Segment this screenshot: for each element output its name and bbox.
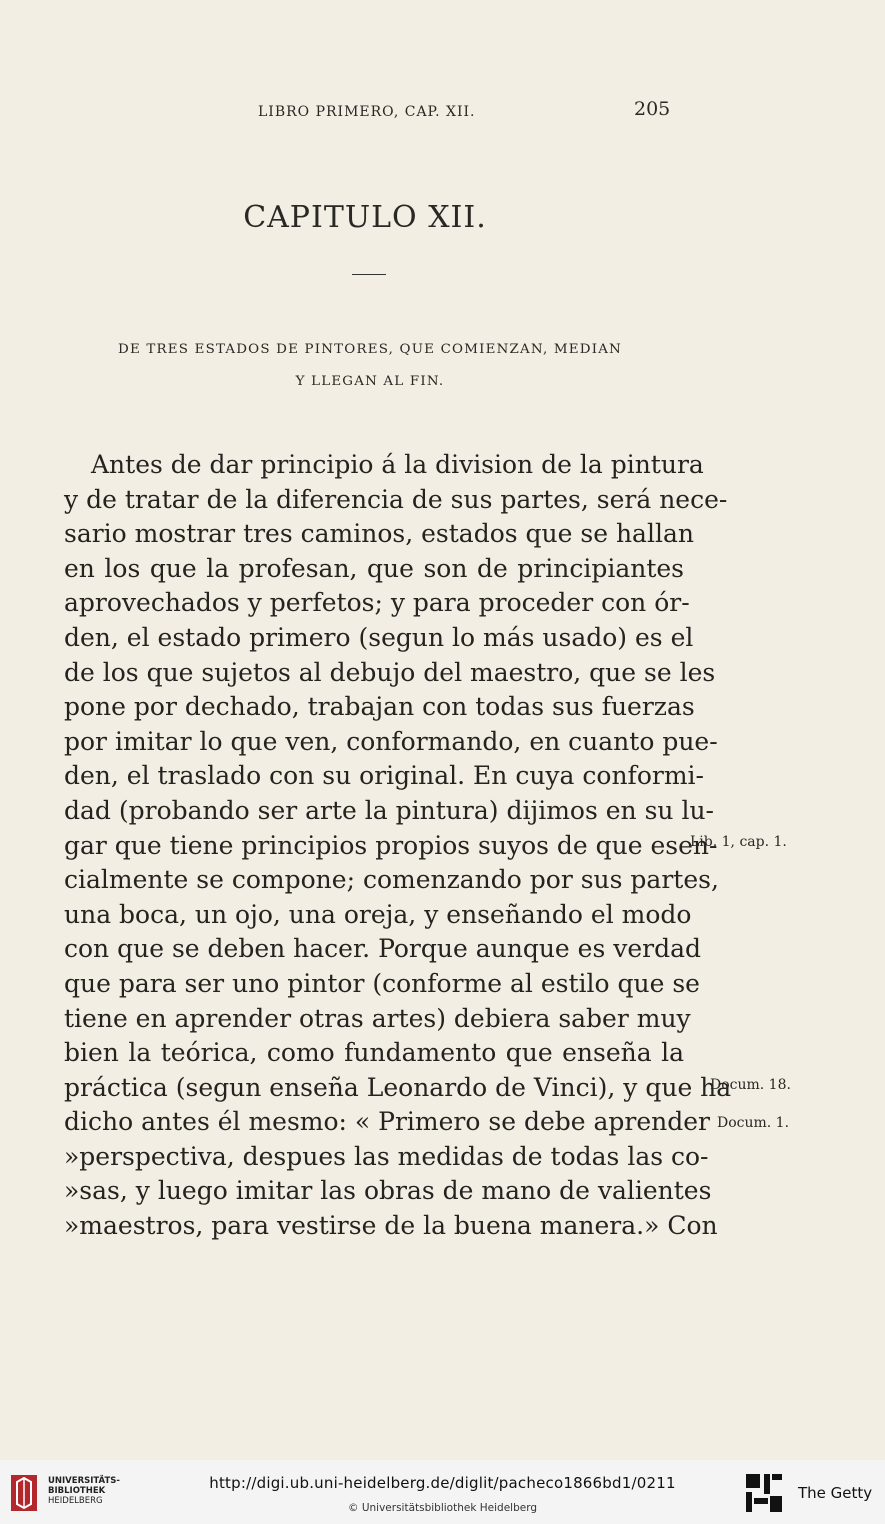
body-line: Antes de dar principio á la division de la pintura <box>91 450 704 479</box>
body-line: den, el estado primero (segun lo más usado) es el <box>64 622 694 652</box>
body-line: »maestros, para vestirse de la buena manera.» Con <box>64 1211 718 1241</box>
chapter-subtitle-line-1: DE TRES ESTADOS DE PINTORES, QUE COMIENZAN, MEDIAN <box>118 342 622 357</box>
body-line: dad (probando ser arte la pintura) dijimos en su lu- <box>64 795 714 825</box>
body-line: que para ser uno pintor (conforme al estilo que se <box>64 968 700 998</box>
margin-note-reference: Lib. 1, cap. 1. <box>690 834 787 850</box>
body-text <box>64 448 732 1244</box>
copyright-notice: © Universitätsbibliothek Heidelberg <box>347 1502 537 1514</box>
body-line: cialmente se compone; comenzando por sus partes, <box>64 865 719 895</box>
library-name-line: HEIDELBERG <box>48 1496 103 1506</box>
digitization-footer <box>0 1460 885 1524</box>
body-line: »perspectiva, despues las medidas de todas las co- <box>64 1141 709 1171</box>
body-line: aprovechados y perfetos; y para proceder con ór- <box>64 588 690 618</box>
body-line: de los que sujetos al debujo del maestro, que se les <box>64 657 716 687</box>
body-line: »sas, y luego imitar las obras de mano de valientes <box>64 1176 712 1206</box>
body-line: tiene en aprender otras artes) debiera saber muy <box>64 1003 691 1033</box>
margin-note-reference: Docum. 1. <box>717 1115 790 1131</box>
getty-logo-icon <box>744 1472 784 1516</box>
body-line: bien la teórica, como fundamento que enseña la <box>64 1038 684 1068</box>
body-line: una boca, un ojo, una oreja, y enseñando el modo <box>64 899 692 929</box>
body-line: pone por dechado, trabajan con todas sus fuerzas <box>64 692 695 722</box>
margin-note-reference: Docum. 18. <box>710 1077 791 1093</box>
body-line: y de tratar de la diferencia de sus partes, será nece- <box>64 484 728 514</box>
body-line: den, el traslado con su original. En cuya conformi- <box>64 761 704 791</box>
chapter-subtitle-line-2: Y LLEGAN AL FIN. <box>295 374 445 389</box>
running-head: LIBRO PRIMERO, CAP. XII. <box>258 104 476 120</box>
body-line: gar que tiene principios propios suyos de que esen- <box>64 830 718 860</box>
permalink-url[interactable]: http://digi.ub.uni-heidelberg.de/diglit/pacheco1866bd1/0211 <box>209 1474 676 1492</box>
library-name-line: BIBLIOTHEK <box>48 1486 106 1496</box>
title-rule <box>352 274 386 275</box>
page-number: 205 <box>634 98 671 120</box>
body-line: en los que la profesan, que son de principiantes <box>64 553 684 583</box>
partner-name: The Getty <box>798 1484 873 1502</box>
body-line: dicho antes él mesmo: « Primero se debe aprender <box>64 1107 710 1137</box>
body-line: con que se deben hacer. Porque aunque es verdad <box>64 934 702 964</box>
body-line: práctica (segun enseña Leonardo de Vinci), y que ha <box>64 1072 732 1102</box>
body-line: por imitar lo que ven, conformando, en cuanto pue- <box>64 726 718 756</box>
body-line: sario mostrar tres caminos, estados que se hallan <box>64 519 694 549</box>
chapter-title: CAPITULO XII. <box>243 200 487 235</box>
library-name-line: UNIVERSITÄTS- <box>48 1476 120 1486</box>
